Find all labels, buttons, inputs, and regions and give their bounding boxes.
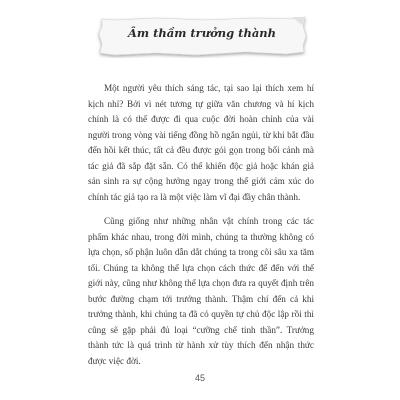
body-text [88, 81, 314, 378]
paragraph: Cũng giống như những nhân vật chính trong các tác phẩm khác nhau, trong đời mình, chúng ta thường không có lựa chọn, số phận luôn dẫn dắt chúng ta trong cõi sâu xa tăm tối. Chúng ta không thể lựa chọn cách thức để đến với thế giới này, cũng như không thể lựa chọn đưa ra quyết định trên bước đường chạm tới trưởng thành. Thậm chí đến cả khi trưởng thành, khi chúng ta đã có quyền tự chủ độc lập rồi thì cũng sẽ gặp phải đủ loại “cưỡng chế tinh thần”. Trưởng thành tức là quá trình từ hành xử tùy thích đến nhận thức được việc đời. [88, 216, 314, 366]
chapter-title-banner [96, 14, 308, 58]
paragraph: Một người yêu thích sáng tác, tại sao lại thích xem hí kịch nhỉ? Bởi vì nét tương tự giữa văn chương và hí kịch chính là có thể được đi qua cuộc đời hoàn chỉnh của vài người trong vòng vài tiếng đồng hồ ngắn ngủi, từ khi bắt đầu đến hồi kết thúc, tất cả đều được gói gọn trong bối cảnh mà tác giả đã sắp đặt sẵn. Có thể khiến độc giả hoặc khán giả sản sinh ra sự cộng hưởng ngay trong thế giới cảm xúc do chính tác giả tạo ra là một việc làm vĩ đại đầy chân thành. [88, 83, 314, 202]
chapter-title: Âm thầm trưởng thành [127, 26, 277, 40]
page-number: 45 [194, 373, 205, 383]
